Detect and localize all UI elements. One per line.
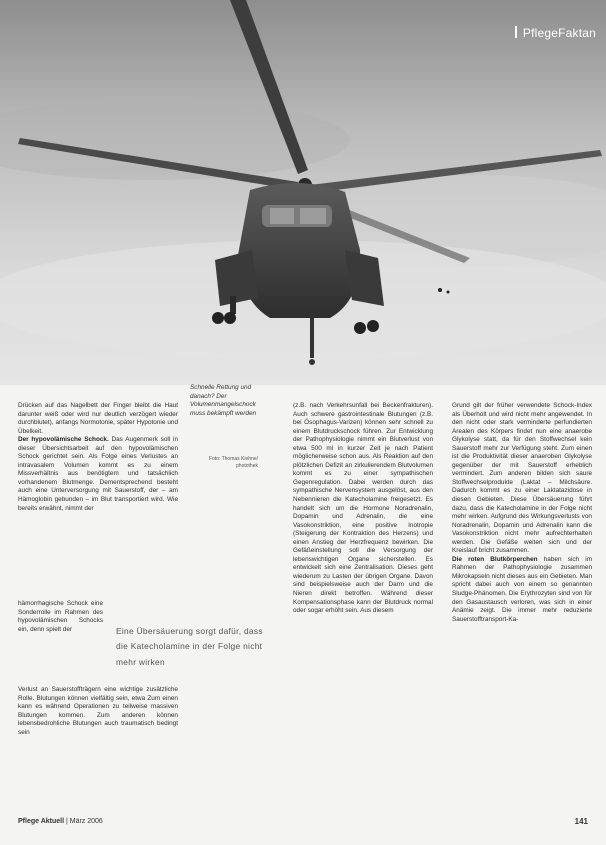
column-3-body: (z.B. nach Verkehrsunfall bei Beckenfrakturen). Auch schwere gastrointestinale Blutungen (z.B. bei Ösophagus-Varizen) können sehr schnell zu einem Blutdruckschock führen. Zur Entwicklung der Pathophysiologie nimmt ein Blutverlust von etwa 500 ml in kurzer Zeit je nach Patient möglicherweise schon aus. Als Reaktion auf den plötzlichen Defizit an zirkulierendem Blutvolumen kommt es zu einer sympathischen Gegenregulation. Dabei werden durch das sympathische Nervensystem ausgelöst, aus den Nebennieren die Katecholamine freigesetzt. Es handelt sich um die Hormone Noradrenalin, Dopamin und Adrenalin, die eine Vasokonstriktion, eine positive Inotropie (Steigerung der Kontraktion des Herzens) und einen Anstieg der Herzfrequenz bewirken. Die Gefäßeinstellung soll die Versorgung der lebenswichtigen Organe sicherstellen. Es entwickelt sich eine Zentralisation. Dieses geht wiederum zu Lasten der übrigen Organe. Davon sind beispielsweise auch der Darm und die Nieren direkt betroffen. Während dieser Kompensationsphase kann der Blutdruck normal oder sogar erhöht sein. Aus diesem (293, 402, 433, 615)
helicopter-photo (0, 0, 606, 385)
photo-caption: Schnelle Rettung und danach? Der Volumenmangelschock muss bekämpft werden (190, 384, 257, 417)
section-rubric (515, 26, 596, 40)
journal-issue: März 2006 (69, 818, 103, 825)
column-1-top (18, 402, 178, 513)
column-1-heading: Der hypovolämische Schock. (18, 436, 109, 444)
column-1-narrow (18, 600, 103, 634)
column-4-body: Grund gilt der früher verwendete Schock-Index als Überholt und wird nicht mehr angewendet. In den nicht oder stark verminderte perfundierten Arealen des Körpers findet nun eine anaerobe Glykolyse statt, da für den Stoffwechsel kein Sauerstoff mehr zur Verfügung steht. Zum einen ist die Produktivität dieser anaeroben Glykolyse gegenüber der mit Sauerstoff erheblich vermindert. Zum anderen bilden sich saure Stoffwechselprodukte (Laktat – Milchsäure. Dadurch kommt es zu einer Laktatazidose in diesen Gebieten. Diese Übersäuerung führt dazu, dass die Katecholamine in der Folge nicht mehr wirken. Aufgrund des Wirkungsverlusts von Noradrenalin, Dopamin und Adrenalin kann die Vasokonstriktion nicht mehr aufrechterhalten werden. Die Gefäße weiten sich und der Kreislauf bricht zusammen. (452, 402, 592, 555)
column-1-section (18, 436, 178, 513)
column-4-body2: haben sich im Rahmen der Pathophysiologie zusammen Mikrokapseln nicht dieses aus ein Gebieten. Man spricht dabei auch von einem so genannten Sludge-Phänomen. Die Erythrozyten sind von für den Gasaustausch verloren, was sich in einer Anämie zeigt. Die immer mehr reduzierte Sauerstofftransport-Ka- (452, 555, 593, 623)
page-number: 141 (574, 817, 588, 826)
column-3 (293, 402, 433, 616)
pull-quote: Eine Übersäuerung sorgt dafür, dass die Katecholamine in der Folge nicht mehr wirken (116, 626, 263, 667)
column-1-intro: Drücken auf das Nagelbett der Finger bleibt die Haut darunter weiß oder wird nur deutlich verzögert wieder durchblutet), anfangs Normotonie, später Hypotonie und Übelkeit. (18, 402, 178, 435)
rubric-label: PflegeFaktan (522, 26, 596, 40)
column-1-bottom (18, 686, 178, 737)
rubric-bar (515, 26, 517, 38)
column-4 (452, 402, 592, 624)
journal-name: Pflege Aktuell (18, 818, 65, 825)
column-1-rest: Verlust an Sauerstoffträgern eine wichtige zusätzliche Rolle. Blutungen können vielfältig sein, etwa Zum einen kann es während Operationen zu teilweise massiven Blutungen kommen. Zum anderen können lebensbedrohliche Blutungen auch traumatisch bedingt sein (18, 686, 178, 736)
column-1-body: Das Augenmerk soll in dieser Übersichtsarbeit auf den hypovolämischen Schock gerichtet sein. Als Folge eines Verlustes an intravasalem Volumen kommt es zu einem Missverhältnis aus benötigtem und tatsächlich vorhandenem Blutmenge. Dementsprechend besteht auch eine Unterversorgung mit Sauerstoff, der – am Hämoglobin gebunden – im Blut transportiert wird. Wie bereits erwähnt, nimmt der (18, 436, 178, 512)
footer-journal: Pflege Aktuell | März 2006 (18, 818, 103, 825)
column-1-narrow-text: hämorrhagische Schock eine Sonderrolle im Rahmen des hypovolämischen Schocks ein, denn spielt der (18, 600, 103, 633)
column-4-heading: Die roten Blutkörperchen (452, 555, 538, 563)
column-4-section (452, 556, 592, 624)
photo-credit: Foto: Thomas Kiehne/ photothek (208, 456, 258, 469)
